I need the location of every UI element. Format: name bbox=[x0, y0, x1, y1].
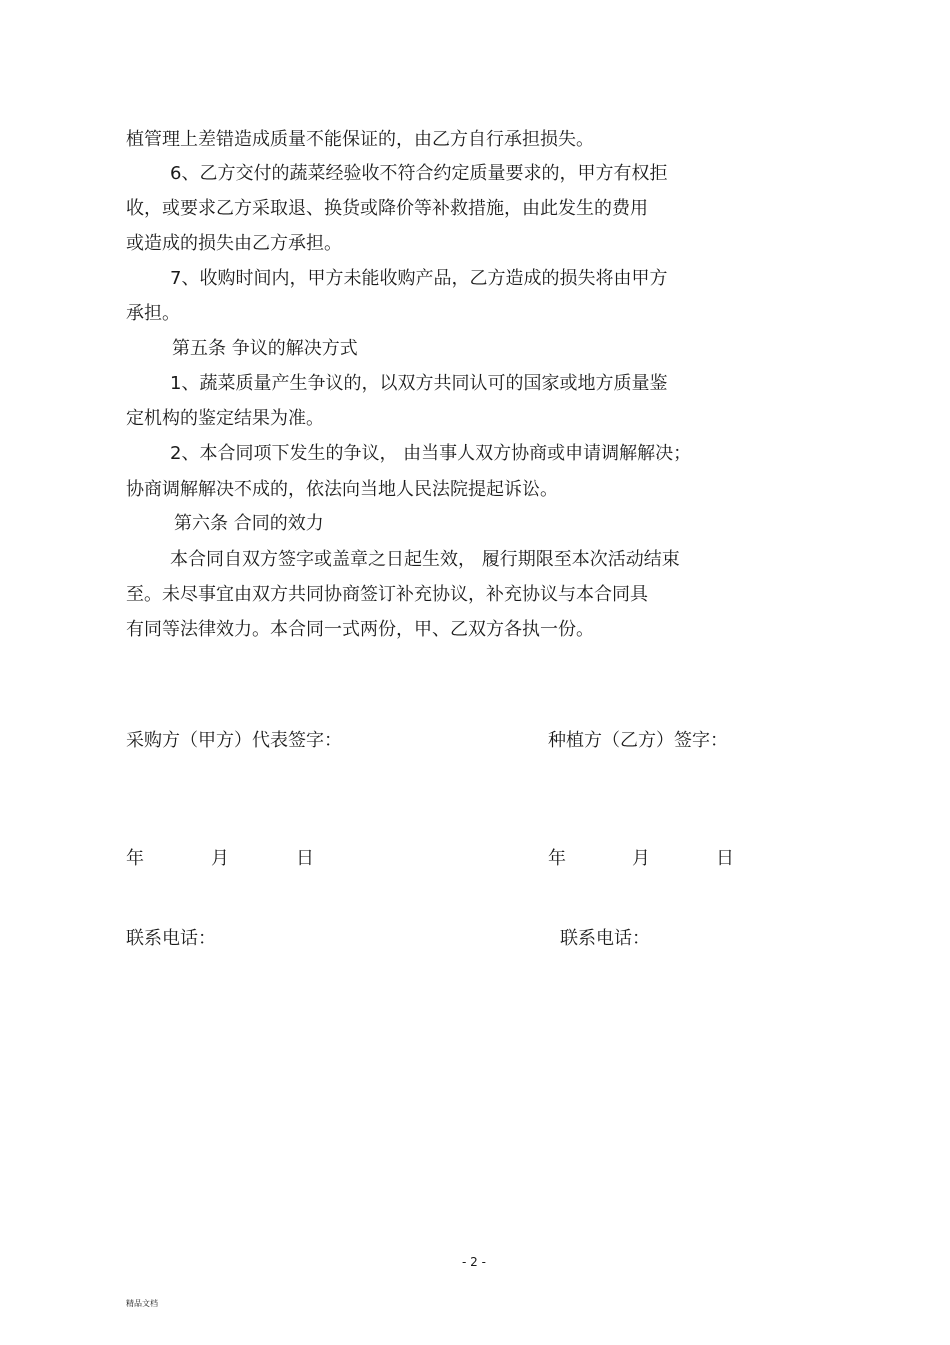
party-b-year-label: 年 bbox=[548, 848, 566, 869]
body-line: 或造成的损失由乙方承担。 bbox=[126, 233, 342, 254]
party-a-phone-label: 联系电话： bbox=[126, 928, 216, 949]
section-heading: 第五条 争议的解决方式 bbox=[172, 338, 358, 359]
body-line: 1、蔬菜质量产生争议的，以双方共同认可的国家或地方质量鉴 bbox=[170, 373, 668, 394]
party-b-signature-label: 种植方（乙方）签字： bbox=[548, 730, 728, 751]
party-a-day-label: 日 bbox=[296, 848, 314, 869]
section-heading: 第六条 合同的效力 bbox=[174, 513, 324, 534]
body-line: 7、收购时间内，甲方未能收购产品，乙方造成的损失将由甲方 bbox=[170, 268, 668, 289]
body-line: 至。未尽事宜由双方共同协商签订补充协议，补充协议与本合同具 bbox=[126, 584, 648, 605]
party-a-year-label: 年 bbox=[126, 848, 144, 869]
body-line: 收，或要求乙方采取退、换货或降价等补救措施，由此发生的费用 bbox=[126, 198, 648, 219]
page-number: - 2 - bbox=[462, 1255, 486, 1269]
body-line: 承担。 bbox=[126, 303, 180, 324]
watermark-text: 精品文档 bbox=[126, 1299, 158, 1308]
body-line: 定机构的鉴定结果为准。 bbox=[126, 408, 324, 429]
body-line: 6、乙方交付的蔬菜经验收不符合约定质量要求的，甲方有权拒 bbox=[170, 163, 668, 184]
party-a-signature-label: 采购方（甲方）代表签字： bbox=[126, 730, 342, 751]
party-a-month-label: 月 bbox=[211, 848, 229, 869]
body-line: 2、本合同项下发生的争议， 由当事人双方协商或申请调解解决； bbox=[170, 443, 692, 464]
body-line: 协商调解解决不成的，依法向当地人民法院提起诉讼。 bbox=[126, 479, 558, 500]
body-line: 植管理上差错造成质量不能保证的，由乙方自行承担损失。 bbox=[126, 129, 594, 150]
party-b-day-label: 日 bbox=[716, 848, 734, 869]
party-b-month-label: 月 bbox=[632, 848, 650, 869]
body-line: 本合同自双方签字或盖章之日起生效， 履行期限至本次活动结束 bbox=[170, 549, 680, 570]
party-b-phone-label: 联系电话： bbox=[560, 928, 650, 949]
body-line: 有同等法律效力。本合同一式两份，甲、乙双方各执一份。 bbox=[126, 619, 594, 640]
